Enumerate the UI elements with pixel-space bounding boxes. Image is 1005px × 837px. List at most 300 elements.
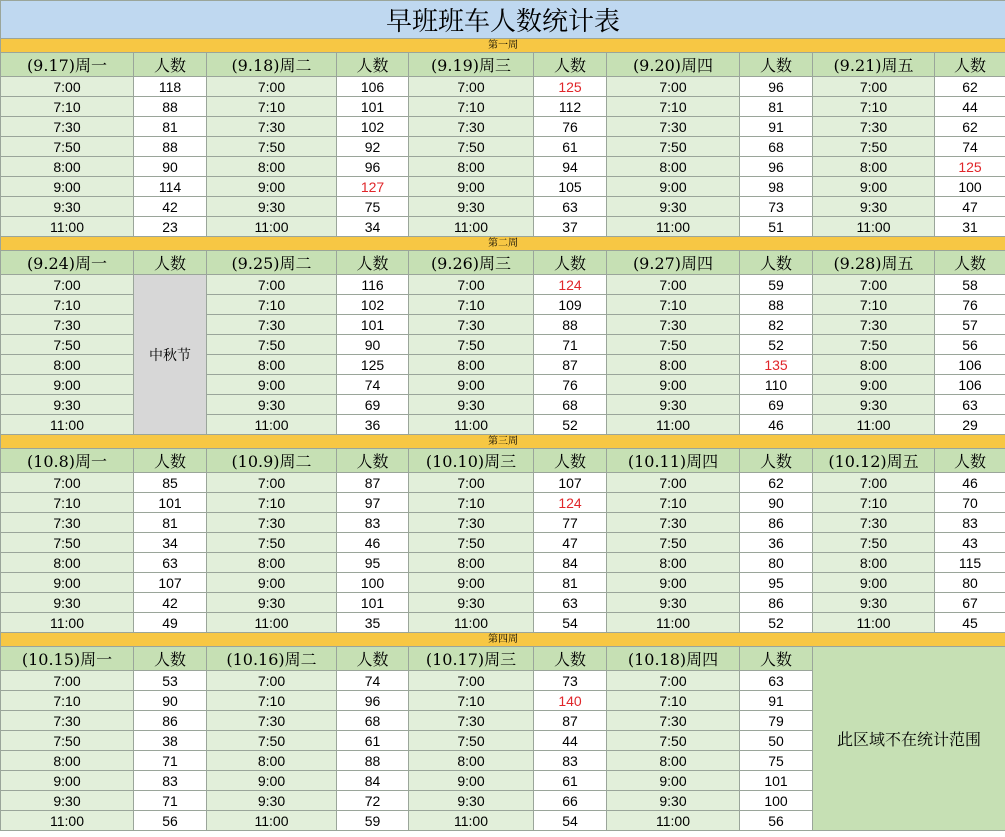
count-cell: 56 <box>134 811 207 831</box>
time-cell: 7:50 <box>207 335 337 355</box>
time-cell: 7:30 <box>607 513 740 533</box>
time-cell: 7:10 <box>1 493 134 513</box>
week-label-row <box>1 435 1005 449</box>
count-cell: 63 <box>534 197 607 217</box>
time-cell: 9:30 <box>607 395 740 415</box>
count-cell: 102 <box>337 117 409 137</box>
count-cell: 52 <box>534 415 607 435</box>
time-cell: 7:10 <box>1 691 134 711</box>
day-header-row <box>1 251 1005 275</box>
count-cell: 63 <box>134 553 207 573</box>
time-cell: 11:00 <box>409 811 534 831</box>
time-cell: 8:00 <box>1 751 134 771</box>
time-cell: 9:30 <box>813 197 935 217</box>
count-cell: 87 <box>534 355 607 375</box>
day-header: (9.20)周四 <box>607 53 740 77</box>
day-header: (9.24)周一 <box>1 251 134 275</box>
table-row <box>1 573 1005 593</box>
time-cell: 11:00 <box>1 811 134 831</box>
time-cell: 7:10 <box>607 493 740 513</box>
time-cell: 8:00 <box>607 157 740 177</box>
count-cell: 74 <box>337 671 409 691</box>
count-cell: 61 <box>337 731 409 751</box>
count-cell: 52 <box>740 335 813 355</box>
time-cell: 7:10 <box>207 493 337 513</box>
count-header: 人数 <box>337 53 409 77</box>
count-cell: 86 <box>740 513 813 533</box>
day-header: (10.12)周五 <box>813 449 935 473</box>
time-cell: 9:00 <box>207 573 337 593</box>
count-cell: 49 <box>134 613 207 633</box>
time-cell: 7:10 <box>207 691 337 711</box>
count-cell: 107 <box>534 473 607 493</box>
time-cell: 7:10 <box>1 97 134 117</box>
count-cell: 87 <box>534 711 607 731</box>
count-cell: 90 <box>134 691 207 711</box>
count-cell: 52 <box>740 613 813 633</box>
count-cell: 34 <box>337 217 409 237</box>
time-cell: 11:00 <box>409 415 534 435</box>
count-cell: 114 <box>134 177 207 197</box>
time-cell: 9:30 <box>207 791 337 811</box>
table-row <box>1 473 1005 493</box>
count-cell: 38 <box>134 731 207 751</box>
time-cell: 8:00 <box>207 751 337 771</box>
time-cell: 8:00 <box>607 355 740 375</box>
time-cell: 9:30 <box>207 395 337 415</box>
week-label-row <box>1 237 1005 251</box>
time-cell: 7:30 <box>207 117 337 137</box>
count-cell: 71 <box>534 335 607 355</box>
time-cell: 8:00 <box>1 355 134 375</box>
table-row <box>1 157 1005 177</box>
count-cell: 125 <box>935 157 1005 177</box>
time-cell: 9:30 <box>1 791 134 811</box>
time-cell: 8:00 <box>607 553 740 573</box>
count-cell: 75 <box>337 197 409 217</box>
week-label: 第一周 <box>1 39 1005 53</box>
table-row <box>1 97 1005 117</box>
count-header: 人数 <box>534 449 607 473</box>
time-cell: 8:00 <box>409 751 534 771</box>
time-cell: 7:50 <box>409 731 534 751</box>
count-cell: 56 <box>740 811 813 831</box>
count-cell: 31 <box>935 217 1005 237</box>
time-cell: 9:00 <box>607 375 740 395</box>
time-cell: 9:30 <box>409 791 534 811</box>
time-cell: 7:30 <box>207 315 337 335</box>
count-cell: 83 <box>134 771 207 791</box>
count-cell: 80 <box>740 553 813 573</box>
time-cell: 9:00 <box>409 573 534 593</box>
count-cell: 100 <box>337 573 409 593</box>
time-cell: 9:00 <box>207 177 337 197</box>
count-cell: 88 <box>134 97 207 117</box>
count-cell: 90 <box>337 335 409 355</box>
time-cell: 7:00 <box>607 275 740 295</box>
count-cell: 66 <box>534 791 607 811</box>
count-cell: 118 <box>134 77 207 97</box>
time-cell: 11:00 <box>207 811 337 831</box>
table-row <box>1 513 1005 533</box>
count-cell: 37 <box>534 217 607 237</box>
time-cell: 7:30 <box>207 711 337 731</box>
time-cell: 7:30 <box>607 711 740 731</box>
time-cell: 7:10 <box>607 97 740 117</box>
count-header: 人数 <box>337 647 409 671</box>
count-cell: 87 <box>337 473 409 493</box>
count-cell: 77 <box>534 513 607 533</box>
time-cell: 9:00 <box>1 573 134 593</box>
week-label: 第四周 <box>1 633 1005 647</box>
time-cell: 7:30 <box>409 513 534 533</box>
count-cell: 35 <box>337 613 409 633</box>
time-cell: 9:00 <box>409 177 534 197</box>
time-cell: 7:50 <box>607 137 740 157</box>
time-cell: 7:30 <box>1 513 134 533</box>
time-cell: 9:30 <box>813 395 935 415</box>
count-cell: 36 <box>740 533 813 553</box>
time-cell: 7:00 <box>813 275 935 295</box>
table-row <box>1 593 1005 613</box>
count-cell: 62 <box>935 77 1005 97</box>
time-cell: 9:30 <box>409 395 534 415</box>
time-cell: 9:00 <box>207 771 337 791</box>
count-cell: 62 <box>740 473 813 493</box>
count-cell: 42 <box>134 197 207 217</box>
table-row <box>1 275 1005 295</box>
week-label: 第三周 <box>1 435 1005 449</box>
time-cell: 9:30 <box>607 197 740 217</box>
count-cell: 71 <box>134 751 207 771</box>
count-header: 人数 <box>134 53 207 77</box>
time-cell: 7:00 <box>1 275 134 295</box>
count-cell: 50 <box>740 731 813 751</box>
count-cell: 76 <box>534 375 607 395</box>
count-cell: 98 <box>740 177 813 197</box>
time-cell: 7:10 <box>813 97 935 117</box>
excluded-area-note: 此区域不在统计范围 <box>813 647 1005 831</box>
count-cell: 81 <box>134 117 207 137</box>
count-cell: 59 <box>740 275 813 295</box>
time-cell: 11:00 <box>1 217 134 237</box>
count-cell: 69 <box>740 395 813 415</box>
time-cell: 7:50 <box>813 335 935 355</box>
count-cell: 59 <box>337 811 409 831</box>
time-cell: 7:00 <box>1 671 134 691</box>
count-cell: 106 <box>935 355 1005 375</box>
time-cell: 7:30 <box>813 315 935 335</box>
day-header: (9.25)周二 <box>207 251 337 275</box>
table-row <box>1 613 1005 633</box>
time-cell: 9:00 <box>813 573 935 593</box>
count-cell: 91 <box>740 691 813 711</box>
time-cell: 7:00 <box>207 671 337 691</box>
count-cell: 96 <box>740 157 813 177</box>
count-cell: 74 <box>337 375 409 395</box>
count-cell: 56 <box>935 335 1005 355</box>
count-cell: 36 <box>337 415 409 435</box>
count-cell: 100 <box>740 791 813 811</box>
time-cell: 11:00 <box>813 415 935 435</box>
time-cell: 7:10 <box>409 295 534 315</box>
day-header: (9.18)周二 <box>207 53 337 77</box>
day-header: (9.28)周五 <box>813 251 935 275</box>
count-cell: 51 <box>740 217 813 237</box>
count-cell: 84 <box>534 553 607 573</box>
time-cell: 9:00 <box>1 771 134 791</box>
time-cell: 9:30 <box>1 197 134 217</box>
time-cell: 8:00 <box>607 751 740 771</box>
count-cell: 105 <box>534 177 607 197</box>
time-cell: 7:50 <box>813 137 935 157</box>
time-cell: 7:00 <box>207 77 337 97</box>
time-cell: 8:00 <box>207 157 337 177</box>
time-cell: 11:00 <box>409 613 534 633</box>
time-cell: 9:30 <box>1 395 134 415</box>
page-title: 早班班车人数统计表 <box>1 1 1005 39</box>
count-cell: 76 <box>534 117 607 137</box>
time-cell: 7:00 <box>409 671 534 691</box>
time-cell: 7:00 <box>607 473 740 493</box>
time-cell: 9:30 <box>607 593 740 613</box>
time-cell: 7:00 <box>409 275 534 295</box>
holiday-cell: 中秋节 <box>134 275 207 435</box>
time-cell: 7:30 <box>409 711 534 731</box>
time-cell: 7:00 <box>1 77 134 97</box>
time-cell: 7:00 <box>207 275 337 295</box>
count-cell: 70 <box>935 493 1005 513</box>
time-cell: 8:00 <box>409 553 534 573</box>
count-header: 人数 <box>935 251 1005 275</box>
count-cell: 97 <box>337 493 409 513</box>
time-cell: 9:30 <box>813 593 935 613</box>
count-cell: 91 <box>740 117 813 137</box>
time-cell: 7:00 <box>607 671 740 691</box>
count-cell: 83 <box>534 751 607 771</box>
count-header: 人数 <box>740 647 813 671</box>
count-cell: 96 <box>337 691 409 711</box>
time-cell: 9:00 <box>1 375 134 395</box>
time-cell: 11:00 <box>409 217 534 237</box>
count-cell: 83 <box>935 513 1005 533</box>
time-cell: 9:00 <box>207 375 337 395</box>
day-header: (10.15)周一 <box>1 647 134 671</box>
count-header: 人数 <box>134 449 207 473</box>
time-cell: 7:50 <box>409 137 534 157</box>
count-cell: 135 <box>740 355 813 375</box>
count-cell: 42 <box>134 593 207 613</box>
time-cell: 9:00 <box>1 177 134 197</box>
count-cell: 68 <box>337 711 409 731</box>
count-cell: 45 <box>935 613 1005 633</box>
time-cell: 11:00 <box>607 811 740 831</box>
time-cell: 7:00 <box>1 473 134 493</box>
time-cell: 8:00 <box>813 553 935 573</box>
week-label: 第二周 <box>1 237 1005 251</box>
time-cell: 7:30 <box>607 117 740 137</box>
day-header: (10.16)周二 <box>207 647 337 671</box>
count-header: 人数 <box>337 251 409 275</box>
count-cell: 88 <box>740 295 813 315</box>
time-cell: 7:10 <box>207 97 337 117</box>
time-cell: 7:10 <box>607 691 740 711</box>
time-cell: 7:10 <box>409 97 534 117</box>
table-row <box>1 217 1005 237</box>
count-cell: 96 <box>337 157 409 177</box>
time-cell: 7:50 <box>409 533 534 553</box>
count-cell: 102 <box>337 295 409 315</box>
count-cell: 46 <box>337 533 409 553</box>
count-cell: 63 <box>534 593 607 613</box>
time-cell: 9:00 <box>607 771 740 791</box>
time-cell: 9:00 <box>813 177 935 197</box>
time-cell: 7:30 <box>607 315 740 335</box>
time-cell: 7:30 <box>409 117 534 137</box>
table-row <box>1 137 1005 157</box>
count-cell: 94 <box>534 157 607 177</box>
time-cell: 9:30 <box>207 593 337 613</box>
count-cell: 44 <box>935 97 1005 117</box>
day-header-row <box>1 647 1005 671</box>
count-cell: 79 <box>740 711 813 731</box>
time-cell: 8:00 <box>1 553 134 573</box>
time-cell: 11:00 <box>813 217 935 237</box>
time-cell: 8:00 <box>409 157 534 177</box>
time-cell: 9:00 <box>813 375 935 395</box>
day-header: (10.18)周四 <box>607 647 740 671</box>
count-cell: 115 <box>935 553 1005 573</box>
count-cell: 109 <box>534 295 607 315</box>
time-cell: 9:30 <box>1 593 134 613</box>
count-cell: 67 <box>935 593 1005 613</box>
count-cell: 34 <box>134 533 207 553</box>
time-cell: 7:10 <box>813 295 935 315</box>
count-cell: 112 <box>534 97 607 117</box>
time-cell: 7:50 <box>1 533 134 553</box>
time-cell: 7:30 <box>1 711 134 731</box>
time-cell: 7:10 <box>607 295 740 315</box>
count-cell: 68 <box>534 395 607 415</box>
week-label-row <box>1 39 1005 53</box>
table-row <box>1 177 1005 197</box>
count-cell: 61 <box>534 137 607 157</box>
count-header: 人数 <box>740 251 813 275</box>
time-cell: 7:00 <box>813 473 935 493</box>
count-cell: 84 <box>337 771 409 791</box>
count-cell: 101 <box>337 97 409 117</box>
time-cell: 7:30 <box>1 315 134 335</box>
time-cell: 7:30 <box>409 315 534 335</box>
count-cell: 80 <box>935 573 1005 593</box>
time-cell: 7:00 <box>813 77 935 97</box>
time-cell: 7:50 <box>207 731 337 751</box>
count-cell: 57 <box>935 315 1005 335</box>
count-cell: 54 <box>534 613 607 633</box>
count-cell: 100 <box>935 177 1005 197</box>
count-cell: 69 <box>337 395 409 415</box>
time-cell: 7:10 <box>409 493 534 513</box>
count-cell: 54 <box>534 811 607 831</box>
time-cell: 7:50 <box>207 533 337 553</box>
count-cell: 82 <box>740 315 813 335</box>
time-cell: 7:50 <box>1 137 134 157</box>
count-cell: 124 <box>534 275 607 295</box>
time-cell: 7:30 <box>813 117 935 137</box>
count-cell: 86 <box>740 593 813 613</box>
count-header: 人数 <box>740 53 813 77</box>
day-header: (9.26)周三 <box>409 251 534 275</box>
count-cell: 72 <box>337 791 409 811</box>
time-cell: 11:00 <box>607 415 740 435</box>
time-cell: 11:00 <box>1 415 134 435</box>
count-header: 人数 <box>740 449 813 473</box>
time-cell: 7:30 <box>207 513 337 533</box>
count-cell: 107 <box>134 573 207 593</box>
time-cell: 11:00 <box>207 613 337 633</box>
day-header: (10.17)周三 <box>409 647 534 671</box>
count-cell: 46 <box>935 473 1005 493</box>
count-cell: 74 <box>935 137 1005 157</box>
count-cell: 46 <box>740 415 813 435</box>
count-header: 人数 <box>935 449 1005 473</box>
time-cell: 9:30 <box>409 593 534 613</box>
count-cell: 47 <box>534 533 607 553</box>
count-cell: 101 <box>337 593 409 613</box>
count-cell: 92 <box>337 137 409 157</box>
count-cell: 106 <box>337 77 409 97</box>
time-cell: 7:00 <box>207 473 337 493</box>
time-cell: 9:30 <box>607 791 740 811</box>
count-cell: 86 <box>134 711 207 731</box>
count-header: 人数 <box>534 647 607 671</box>
count-cell: 44 <box>534 731 607 751</box>
count-cell: 140 <box>534 691 607 711</box>
count-header: 人数 <box>534 53 607 77</box>
count-cell: 125 <box>337 355 409 375</box>
time-cell: 7:50 <box>1 335 134 355</box>
time-cell: 7:00 <box>409 473 534 493</box>
time-cell: 8:00 <box>207 355 337 375</box>
table-row <box>1 77 1005 97</box>
count-cell: 124 <box>534 493 607 513</box>
count-cell: 58 <box>935 275 1005 295</box>
count-cell: 95 <box>337 553 409 573</box>
day-header: (10.8)周一 <box>1 449 134 473</box>
time-cell: 11:00 <box>813 613 935 633</box>
time-cell: 11:00 <box>207 415 337 435</box>
time-cell: 7:50 <box>607 731 740 751</box>
count-cell: 29 <box>935 415 1005 435</box>
time-cell: 7:10 <box>813 493 935 513</box>
day-header: (10.9)周二 <box>207 449 337 473</box>
time-cell: 9:00 <box>409 771 534 791</box>
time-cell: 7:30 <box>813 513 935 533</box>
count-cell: 116 <box>337 275 409 295</box>
count-cell: 62 <box>935 117 1005 137</box>
count-cell: 81 <box>534 573 607 593</box>
count-cell: 53 <box>134 671 207 691</box>
time-cell: 7:50 <box>607 335 740 355</box>
time-cell: 7:00 <box>409 77 534 97</box>
day-header-row <box>1 449 1005 473</box>
count-cell: 43 <box>935 533 1005 553</box>
time-cell: 7:50 <box>207 137 337 157</box>
time-cell: 7:10 <box>1 295 134 315</box>
time-cell: 7:10 <box>207 295 337 315</box>
count-cell: 68 <box>740 137 813 157</box>
count-cell: 106 <box>935 375 1005 395</box>
